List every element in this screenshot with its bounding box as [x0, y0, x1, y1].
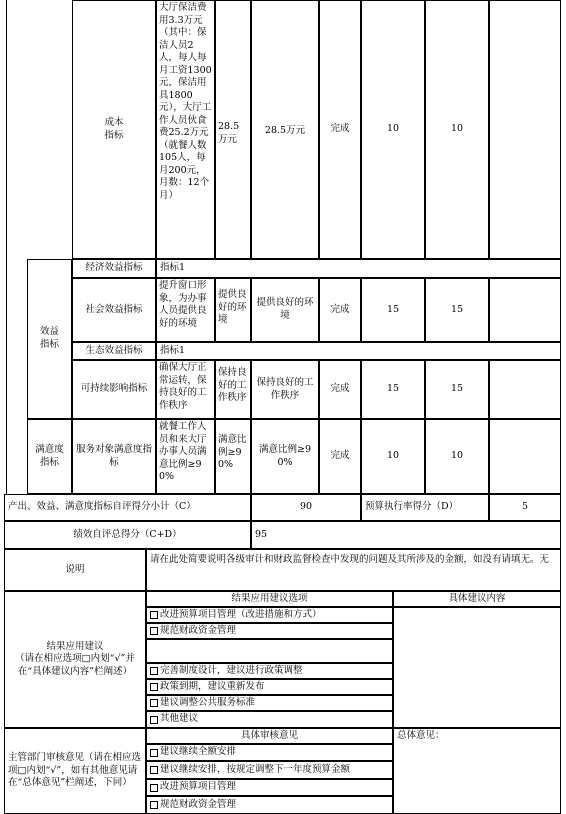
eco-benefit-value: 指标1: [156, 342, 561, 360]
checkbox-icon[interactable]: [150, 667, 158, 675]
result-option[interactable]: 规范财政资金管理: [146, 623, 393, 639]
social-benefit-target: 提供良好的环境: [215, 278, 251, 342]
dept-option[interactable]: 建议继续全额安排: [146, 744, 393, 761]
social-benefit-detail: 提升窗口形象，为办事人员提供良好的环境: [156, 278, 215, 342]
eco-benefit-name: 生态效益指标: [72, 342, 156, 360]
dept-overall-opinion: 总体意见：: [393, 728, 561, 814]
result-content-area: [393, 607, 561, 728]
result-option-blank: [146, 639, 393, 663]
dept-review-label: 主管部门审核意见（请在相应选项□内划“√”，如有其他意见请在“总体意见”栏阐述，下同）: [4, 728, 146, 814]
total-score-label: 绩效自评总得分（C+D）: [4, 521, 251, 549]
satisfaction-score: 10: [425, 419, 489, 494]
checkbox-icon[interactable]: [150, 611, 158, 619]
economic-benefit-value: 指标1: [156, 259, 561, 278]
result-options-header: 结果应用建议选项: [146, 591, 393, 607]
sustain-benefit-remark: [489, 360, 561, 419]
social-benefit-actual: 提供良好的环境: [251, 278, 319, 342]
satisfaction-actual: 满意比例≥90%: [251, 419, 319, 494]
result-option[interactable]: 政策到期，建议重新发布: [146, 679, 393, 695]
dept-option[interactable]: 规范财政资金管理: [146, 796, 393, 814]
benefit-indicator-label: 效益 指标: [27, 259, 72, 419]
social-benefit-score: 15: [425, 278, 489, 342]
cost-weight: 10: [361, 0, 425, 259]
sustain-benefit-status: 完成: [319, 360, 361, 419]
cost-remark: [489, 0, 561, 259]
satisfaction-indicator-name: 服务对象满意度指标: [72, 419, 156, 494]
sustain-benefit-actual: 保持良好的工作秩序: [251, 360, 319, 419]
cost-actual-value: 28.5万元: [251, 0, 319, 259]
satisfaction-detail: 就餐工作人员和来大厅办事人员满意比例≥90%: [156, 419, 215, 494]
budget-execution-value: 5: [489, 494, 561, 521]
sustain-benefit-score: 15: [425, 360, 489, 419]
checkbox-icon[interactable]: [150, 801, 158, 809]
checkbox-icon[interactable]: [150, 699, 158, 707]
checkbox-icon[interactable]: [150, 749, 158, 757]
cost-indicator-detail: 大厅保洁费用3.3万元（其中：保洁人员2人，每人每月工资1300元，保洁用具1800元），大厅工作人员伙食费25.2万元（就餐人数105人，每月200元，月数：12个月）: [156, 0, 215, 259]
note-label: 说明: [4, 549, 146, 591]
dept-review-header: 具体审核意见: [146, 728, 393, 744]
cost-status: 完成: [319, 0, 361, 259]
social-benefit-name: 社会效益指标: [72, 278, 156, 342]
sustain-benefit-name: 可持续影响指标: [72, 360, 156, 419]
subtotal-label: 产出、效益、满意度指标自评得分小计（C）: [4, 494, 251, 521]
checkbox-icon[interactable]: [150, 683, 158, 691]
dept-option[interactable]: 改进预算项目管理: [146, 779, 393, 796]
checkbox-icon[interactable]: [150, 716, 158, 724]
result-option[interactable]: 改进预算项目管理（改进措施和方式）: [146, 607, 393, 623]
satisfaction-status: 完成: [319, 419, 361, 494]
sustain-benefit-target: 保持良好的工作秩序: [215, 360, 251, 419]
satisfaction-target: 满意比例≥90%: [215, 419, 251, 494]
satisfaction-indicator-label: 满意度 指标: [27, 419, 72, 494]
satisfaction-remark: [489, 419, 561, 494]
checkbox-icon[interactable]: [150, 766, 158, 774]
total-score-value: 95: [251, 521, 561, 549]
social-benefit-status: 完成: [319, 278, 361, 342]
cost-indicator-label: 成本 指标: [72, 0, 156, 259]
subtotal-value: 90: [251, 494, 361, 521]
sustain-benefit-detail: 确保大厅正常运转，保持良好的工作秩序: [156, 360, 215, 419]
result-option[interactable]: 完善制度设计，建议进行政策调整: [146, 663, 393, 679]
dept-option[interactable]: 建议继续安排，按规定调整下一年度预算金额: [146, 761, 393, 779]
note-text: 请在此处简要说明各级审计和财政监督检查中发现的问题及其所涉及的金额，如没有请填无。无: [146, 549, 561, 591]
social-benefit-weight: 15: [361, 278, 425, 342]
checkbox-icon[interactable]: [150, 627, 158, 635]
result-option[interactable]: 建议调整公共服务标准: [146, 695, 393, 711]
result-option[interactable]: 其他建议: [146, 711, 393, 728]
budget-execution-label: 预算执行率得分（D）: [361, 494, 489, 521]
result-application-label: 结果应用建议 （请在相应选项□内划“√”并在“具体建议内容”栏阐述）: [4, 591, 146, 728]
satisfaction-weight: 10: [361, 419, 425, 494]
sustain-benefit-weight: 15: [361, 360, 425, 419]
cost-score: 10: [425, 0, 489, 259]
result-content-header: 具体建议内容: [393, 591, 561, 607]
table-left-edge: [6, 0, 7, 495]
social-benefit-remark: [489, 278, 561, 342]
economic-benefit-name: 经济效益指标: [72, 259, 156, 278]
checkbox-icon[interactable]: [150, 784, 158, 792]
cost-target-value: 28.5万元: [215, 0, 251, 259]
